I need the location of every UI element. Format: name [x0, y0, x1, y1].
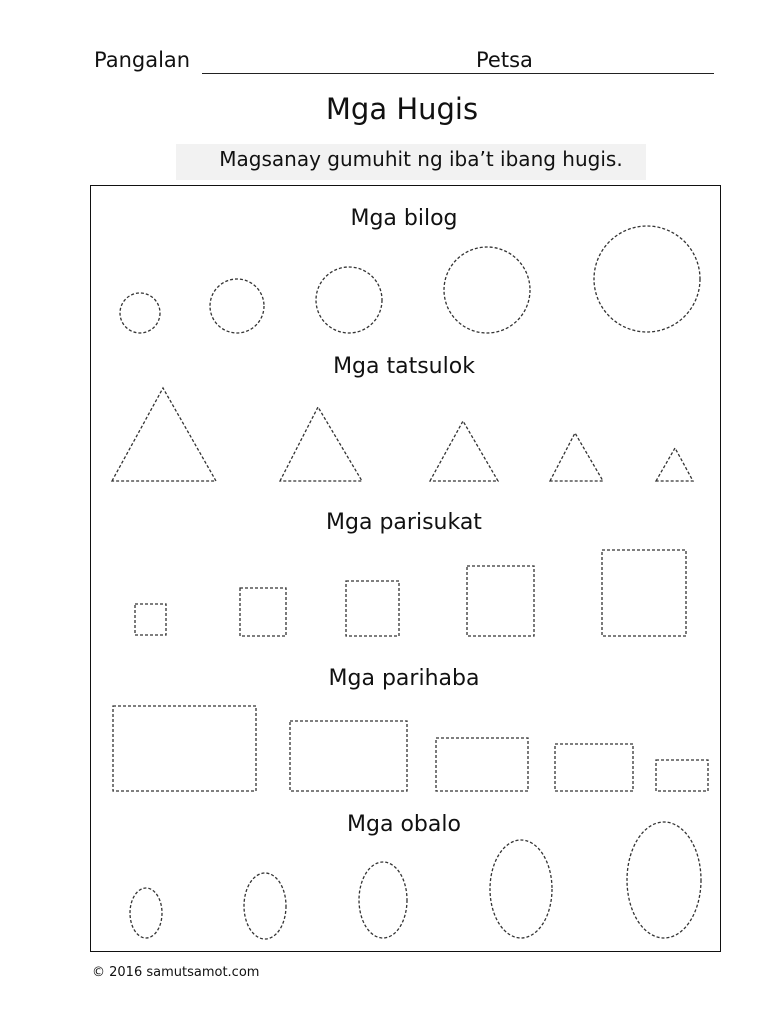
dashed-circle-1[interactable] [120, 293, 160, 333]
dashed-rectangle-2[interactable] [290, 721, 407, 791]
dashed-rectangle-5[interactable] [656, 760, 708, 791]
dashed-rectangle-4[interactable] [555, 744, 633, 791]
name-label: Pangalan [94, 48, 191, 72]
dashed-rectangle-1[interactable] [113, 706, 256, 791]
dashed-oval-1[interactable] [130, 888, 162, 938]
squares-heading: Mga parisukat [326, 510, 482, 535]
dashed-square-5[interactable] [602, 550, 686, 636]
rectangles-row [113, 706, 708, 791]
dashed-square-3[interactable] [346, 581, 399, 636]
dashed-oval-2[interactable] [244, 873, 286, 939]
dashed-oval-4[interactable] [490, 840, 552, 938]
ovals-row [130, 822, 701, 939]
dashed-triangle-3[interactable] [430, 421, 498, 481]
dashed-triangle-5[interactable] [656, 448, 693, 481]
dashed-circle-2[interactable] [210, 279, 264, 333]
page-title: Mga Hugis [325, 92, 479, 126]
dashed-oval-5[interactable] [627, 822, 701, 938]
dashed-oval-3[interactable] [359, 862, 407, 938]
dashed-triangle-2[interactable] [280, 407, 362, 481]
ovals-heading: Mga obalo [347, 812, 461, 837]
squares-row [135, 550, 686, 636]
dashed-square-2[interactable] [240, 588, 286, 636]
dashed-circle-5[interactable] [594, 226, 700, 332]
dashed-triangle-1[interactable] [112, 388, 216, 481]
circles-row [120, 226, 700, 333]
dashed-circle-4[interactable] [444, 247, 530, 333]
dashed-triangle-4[interactable] [550, 433, 603, 481]
triangles-row [112, 388, 693, 481]
date-label: Petsa [476, 48, 533, 72]
dashed-square-4[interactable] [467, 566, 534, 636]
rectangles-heading: Mga parihaba [328, 666, 480, 691]
copyright-footer: © 2016 samutsamot.com [92, 965, 260, 980]
dashed-circle-3[interactable] [316, 267, 382, 333]
circles-heading: Mga bilog [350, 206, 458, 231]
dashed-square-1[interactable] [135, 604, 166, 635]
dashed-rectangle-3[interactable] [436, 738, 528, 791]
instruction-text: Magsanay gumuhit ng iba’t ibang hugis. [219, 147, 623, 171]
triangles-heading: Mga tatsulok [333, 354, 475, 379]
